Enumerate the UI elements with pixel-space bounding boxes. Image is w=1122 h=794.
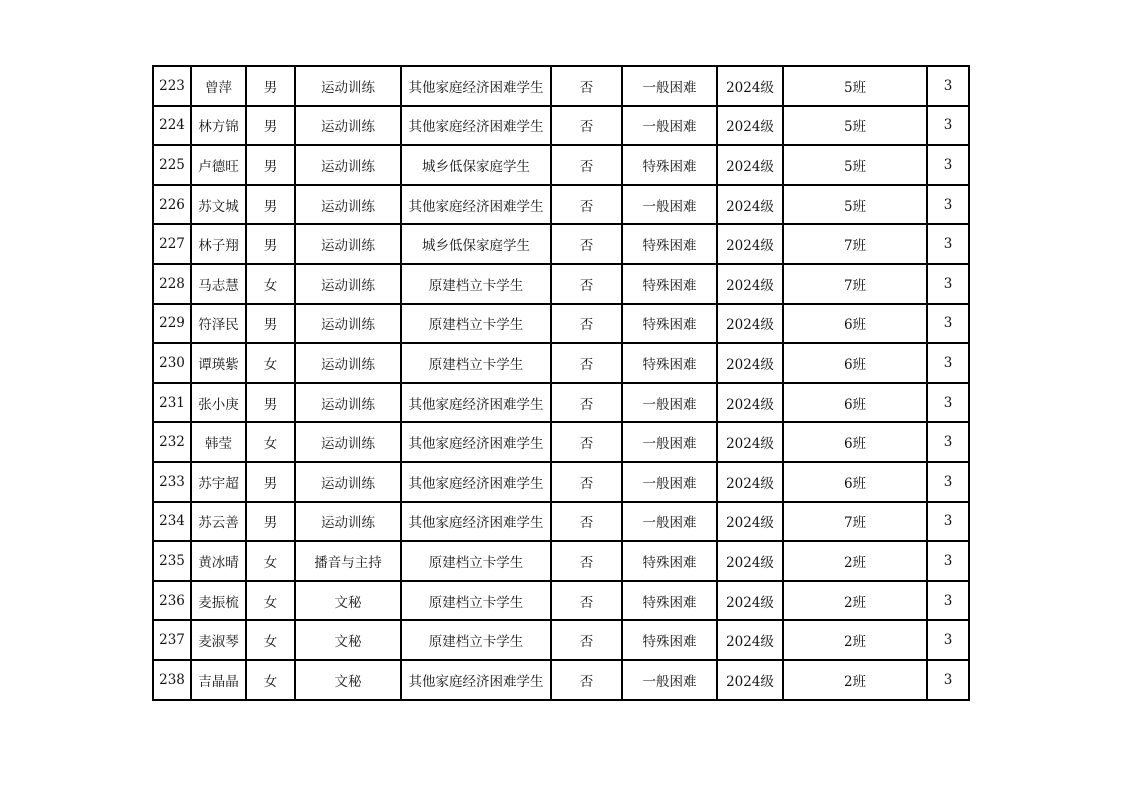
row-number: 223 [153,66,191,106]
table-row [153,541,969,581]
difficulty-level: 特殊困难 [622,304,717,344]
gender: 男 [246,224,295,264]
gender: 男 [246,185,295,225]
row-number: 231 [153,383,191,423]
student-name: 符泽民 [191,304,246,344]
difficulty-level: 特殊困难 [622,343,717,383]
table-row [153,343,969,383]
table-row [153,462,969,502]
count-cell: 3 [927,185,969,225]
grade-year: 2024级 [717,343,783,383]
grade-year: 2024级 [717,660,783,700]
major: 运动训练 [295,304,401,344]
flag-cell: 否 [551,502,622,542]
student-name: 林方锦 [191,106,246,146]
class-name: 7班 [783,502,927,542]
gender: 女 [246,541,295,581]
gender: 男 [246,462,295,502]
flag-cell: 否 [551,660,622,700]
class-name: 6班 [783,422,927,462]
class-name: 5班 [783,66,927,106]
difficulty-level: 一般困难 [622,106,717,146]
table-row [153,145,969,185]
difficulty-level: 一般困难 [622,422,717,462]
difficulty-level: 一般困难 [622,502,717,542]
class-name: 2班 [783,660,927,700]
aid-category: 原建档立卡学生 [401,581,551,621]
count-cell: 3 [927,541,969,581]
major: 文秘 [295,620,401,660]
gender: 女 [246,264,295,304]
student-name: 谭瑛紫 [191,343,246,383]
major: 运动训练 [295,462,401,502]
gender: 男 [246,502,295,542]
grade-year: 2024级 [717,304,783,344]
major: 运动训练 [295,106,401,146]
count-cell: 3 [927,502,969,542]
grade-year: 2024级 [717,383,783,423]
student-aid-table [152,65,970,701]
aid-category: 其他家庭经济困难学生 [401,66,551,106]
aid-category: 原建档立卡学生 [401,541,551,581]
aid-category: 城乡低保家庭学生 [401,224,551,264]
grade-year: 2024级 [717,541,783,581]
grade-year: 2024级 [717,422,783,462]
student-name: 苏宇超 [191,462,246,502]
row-number: 230 [153,343,191,383]
major: 运动训练 [295,264,401,304]
flag-cell: 否 [551,185,622,225]
gender: 男 [246,66,295,106]
difficulty-level: 一般困难 [622,185,717,225]
flag-cell: 否 [551,66,622,106]
major: 文秘 [295,581,401,621]
gender: 男 [246,383,295,423]
count-cell: 3 [927,462,969,502]
student-name: 黄冰晴 [191,541,246,581]
major: 运动训练 [295,383,401,423]
aid-category: 原建档立卡学生 [401,343,551,383]
aid-category: 原建档立卡学生 [401,304,551,344]
class-name: 6班 [783,304,927,344]
table-row [153,422,969,462]
flag-cell: 否 [551,224,622,264]
count-cell: 3 [927,264,969,304]
aid-category: 其他家庭经济困难学生 [401,185,551,225]
student-name: 苏文城 [191,185,246,225]
flag-cell: 否 [551,106,622,146]
class-name: 2班 [783,620,927,660]
row-number: 234 [153,502,191,542]
class-name: 5班 [783,145,927,185]
major: 运动训练 [295,422,401,462]
major: 播音与主持 [295,541,401,581]
table-row [153,660,969,700]
count-cell: 3 [927,304,969,344]
count-cell: 3 [927,422,969,462]
student-name: 韩莹 [191,422,246,462]
count-cell: 3 [927,343,969,383]
grade-year: 2024级 [717,106,783,146]
gender: 女 [246,581,295,621]
major: 运动训练 [295,224,401,264]
count-cell: 3 [927,106,969,146]
aid-category: 原建档立卡学生 [401,620,551,660]
row-number: 237 [153,620,191,660]
row-number: 227 [153,224,191,264]
count-cell: 3 [927,620,969,660]
class-name: 7班 [783,224,927,264]
difficulty-level: 一般困难 [622,383,717,423]
grade-year: 2024级 [717,462,783,502]
major: 文秘 [295,660,401,700]
table-body [153,66,969,700]
count-cell: 3 [927,66,969,106]
student-name: 曾萍 [191,66,246,106]
gender: 男 [246,304,295,344]
aid-category: 其他家庭经济困难学生 [401,106,551,146]
grade-year: 2024级 [717,185,783,225]
flag-cell: 否 [551,422,622,462]
flag-cell: 否 [551,383,622,423]
grade-year: 2024级 [717,620,783,660]
flag-cell: 否 [551,462,622,502]
aid-category: 其他家庭经济困难学生 [401,502,551,542]
row-number: 228 [153,264,191,304]
flag-cell: 否 [551,304,622,344]
gender: 女 [246,422,295,462]
student-name: 苏云善 [191,502,246,542]
row-number: 238 [153,660,191,700]
class-name: 6班 [783,343,927,383]
gender: 男 [246,145,295,185]
count-cell: 3 [927,224,969,264]
gender: 女 [246,620,295,660]
table-row [153,106,969,146]
major: 运动训练 [295,343,401,383]
aid-category: 其他家庭经济困难学生 [401,660,551,700]
aid-category: 城乡低保家庭学生 [401,145,551,185]
table-row [153,185,969,225]
table-row [153,66,969,106]
grade-year: 2024级 [717,224,783,264]
class-name: 2班 [783,541,927,581]
difficulty-level: 特殊困难 [622,224,717,264]
row-number: 225 [153,145,191,185]
flag-cell: 否 [551,620,622,660]
student-name: 吉晶晶 [191,660,246,700]
difficulty-level: 特殊困难 [622,541,717,581]
class-name: 5班 [783,185,927,225]
table-row [153,581,969,621]
grade-year: 2024级 [717,66,783,106]
row-number: 224 [153,106,191,146]
count-cell: 3 [927,383,969,423]
flag-cell: 否 [551,343,622,383]
gender: 女 [246,343,295,383]
difficulty-level: 一般困难 [622,462,717,502]
row-number: 226 [153,185,191,225]
student-name: 马志慧 [191,264,246,304]
class-name: 7班 [783,264,927,304]
table-row [153,383,969,423]
table-row [153,304,969,344]
class-name: 6班 [783,383,927,423]
grade-year: 2024级 [717,264,783,304]
row-number: 232 [153,422,191,462]
gender: 男 [246,106,295,146]
aid-category: 其他家庭经济困难学生 [401,462,551,502]
class-name: 6班 [783,462,927,502]
aid-category: 原建档立卡学生 [401,264,551,304]
flag-cell: 否 [551,145,622,185]
count-cell: 3 [927,145,969,185]
major: 运动训练 [295,185,401,225]
major: 运动训练 [295,66,401,106]
grade-year: 2024级 [717,502,783,542]
class-name: 5班 [783,106,927,146]
major: 运动训练 [295,502,401,542]
row-number: 229 [153,304,191,344]
difficulty-level: 特殊困难 [622,620,717,660]
difficulty-level: 特殊困难 [622,145,717,185]
student-name: 张小庚 [191,383,246,423]
grade-year: 2024级 [717,145,783,185]
flag-cell: 否 [551,581,622,621]
count-cell: 3 [927,581,969,621]
gender: 女 [246,660,295,700]
aid-category: 其他家庭经济困难学生 [401,422,551,462]
difficulty-level: 特殊困难 [622,264,717,304]
difficulty-level: 一般困难 [622,660,717,700]
student-name: 麦淑琴 [191,620,246,660]
table-row [153,264,969,304]
difficulty-level: 一般困难 [622,66,717,106]
student-name: 卢德旺 [191,145,246,185]
student-name: 林子翔 [191,224,246,264]
row-number: 235 [153,541,191,581]
flag-cell: 否 [551,541,622,581]
grade-year: 2024级 [717,581,783,621]
aid-category: 其他家庭经济困难学生 [401,383,551,423]
flag-cell: 否 [551,264,622,304]
class-name: 2班 [783,581,927,621]
major: 运动训练 [295,145,401,185]
table-row [153,620,969,660]
row-number: 236 [153,581,191,621]
difficulty-level: 特殊困难 [622,581,717,621]
table-row [153,224,969,264]
student-name: 麦振梳 [191,581,246,621]
table-row [153,502,969,542]
count-cell: 3 [927,660,969,700]
row-number: 233 [153,462,191,502]
